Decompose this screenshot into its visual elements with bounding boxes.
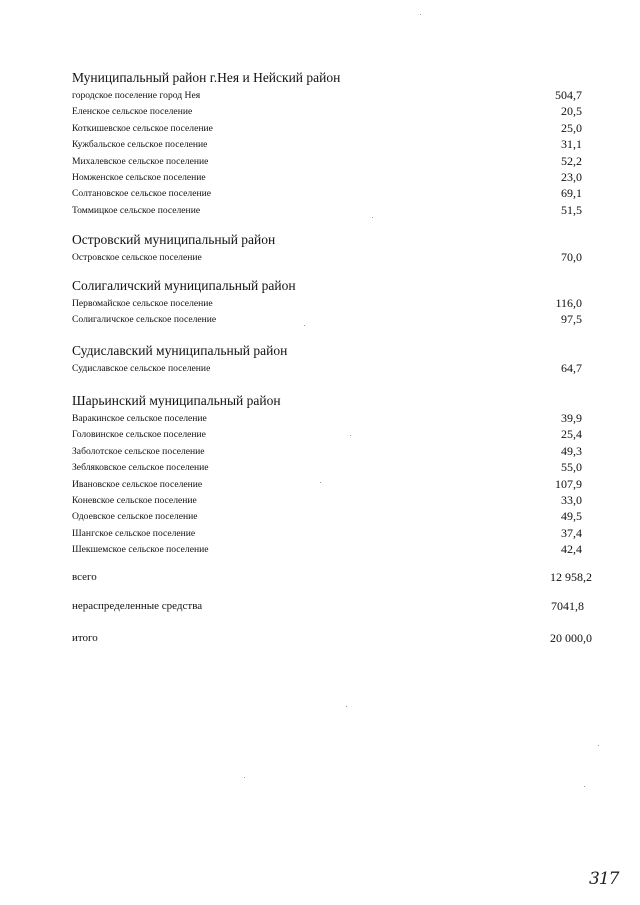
- total-label: нераспределенные средства: [72, 600, 203, 612]
- table-row: [72, 154, 592, 170]
- section-title: Солигаличский муниципальный район: [72, 278, 296, 293]
- table-row: [72, 296, 592, 312]
- row-name: Ивановское сельское поселение: [72, 478, 203, 490]
- section-title: Островский муниципальный район: [72, 232, 276, 247]
- row-value: 51,5: [561, 202, 582, 217]
- row-value: 33,0: [561, 492, 582, 507]
- row-name: городское поселение город Нея: [72, 90, 201, 101]
- row-value: 42,4: [561, 542, 582, 557]
- total-value: 20 000,0: [550, 631, 592, 645]
- row-value: 504,7: [555, 88, 582, 102]
- row-name: Томмицкое сельское поселение: [72, 204, 201, 216]
- table-row: [72, 427, 592, 443]
- row-value: 107,9: [555, 476, 582, 491]
- row-name: Одоевское сельское поселение: [72, 511, 198, 523]
- total-unallocated: [72, 599, 592, 615]
- row-name: Зебляковское сельское поселение: [72, 462, 209, 474]
- scan-speck: [598, 745, 599, 746]
- table-row: [72, 186, 592, 202]
- table-row: [72, 104, 592, 120]
- table-row: [72, 170, 592, 186]
- section-neya: [72, 70, 592, 219]
- row-value: 31,1: [561, 137, 582, 152]
- row-value: 25,0: [561, 120, 582, 135]
- row-value: 49,3: [561, 443, 582, 458]
- row-value: 55,0: [561, 460, 582, 475]
- row-name: Первомайское сельское поселение: [72, 298, 213, 309]
- scan-speck: [320, 482, 321, 483]
- table-row: [72, 509, 592, 525]
- row-value: 116,0: [555, 296, 582, 310]
- row-name: Шекшемское сельское поселение: [72, 544, 209, 556]
- table-row: [72, 312, 592, 328]
- row-name: Заболотское сельское поселение: [72, 445, 205, 457]
- scan-speck: [420, 14, 421, 15]
- table-row: [72, 361, 592, 377]
- total-itogo: [72, 631, 592, 647]
- row-name: Номженское сельское поселение: [72, 171, 206, 183]
- row-value: 64,7: [561, 361, 582, 375]
- table-row: [72, 460, 592, 476]
- row-name: Судиславское сельское поселение: [72, 363, 211, 374]
- table-row: [72, 411, 592, 427]
- table-row: [72, 542, 592, 558]
- table-row: [72, 493, 592, 509]
- table-row: [72, 88, 592, 104]
- row-name: Солигаличское сельское поселение: [72, 314, 217, 326]
- row-name: Шангское сельское поселение: [72, 527, 196, 539]
- row-value: 97,5: [561, 312, 582, 327]
- scan-speck: [346, 706, 347, 707]
- row-value: 69,1: [561, 186, 582, 201]
- scan-speck: [584, 786, 585, 787]
- total-value: 12 958,2: [550, 570, 592, 584]
- section-sudislavl: [72, 343, 592, 377]
- row-value: 39,9: [561, 411, 582, 425]
- row-value: 23,0: [561, 169, 582, 184]
- scan-speck: [372, 217, 373, 218]
- row-name: Варакинское сельское поселение: [72, 413, 207, 424]
- scan-speck: [350, 435, 351, 436]
- scan-speck: [244, 777, 245, 778]
- row-name: Коневское сельское поселение: [72, 494, 197, 506]
- row-name: Островское сельское поселение: [72, 252, 202, 263]
- section-ostrovsky: [72, 232, 592, 266]
- total-label: итого: [72, 632, 98, 644]
- table-row: [72, 444, 592, 460]
- total-value: 7041,8: [551, 599, 584, 613]
- row-value: 70,0: [561, 250, 582, 264]
- table-row: [72, 250, 592, 266]
- row-name: Михалевское сельское поселение: [72, 155, 209, 167]
- total-label: всего: [72, 571, 97, 583]
- table-row: [72, 526, 592, 542]
- row-value: 37,4: [561, 525, 582, 540]
- total-vsego: [72, 570, 592, 586]
- page-number: 317: [589, 869, 619, 889]
- table-row: [72, 477, 592, 493]
- scan-speck: [304, 325, 305, 326]
- row-name: Солтановское сельское поселение: [72, 188, 212, 200]
- row-value: 25,4: [561, 427, 582, 442]
- table-row: [72, 203, 592, 219]
- section-sharya: [72, 393, 592, 559]
- section-title: Муниципальный район г.Нея и Нейский район: [72, 70, 341, 85]
- section-soligalich: [72, 278, 592, 329]
- section-title: Судиславский муниципальный район: [72, 343, 288, 358]
- row-name: Кужбальское сельское поселение: [72, 139, 208, 151]
- row-value: 20,5: [561, 104, 582, 119]
- row-name: Головинское сельское поселение: [72, 429, 206, 441]
- table-row: [72, 137, 592, 153]
- section-title: Шарьинский муниципальный район: [72, 393, 281, 408]
- table-row: [72, 121, 592, 137]
- row-name: Коткишевское сельское поселение: [72, 122, 213, 134]
- row-name: Еленское сельское поселение: [72, 106, 193, 118]
- row-value: 49,5: [561, 509, 582, 524]
- row-value: 52,2: [561, 153, 582, 168]
